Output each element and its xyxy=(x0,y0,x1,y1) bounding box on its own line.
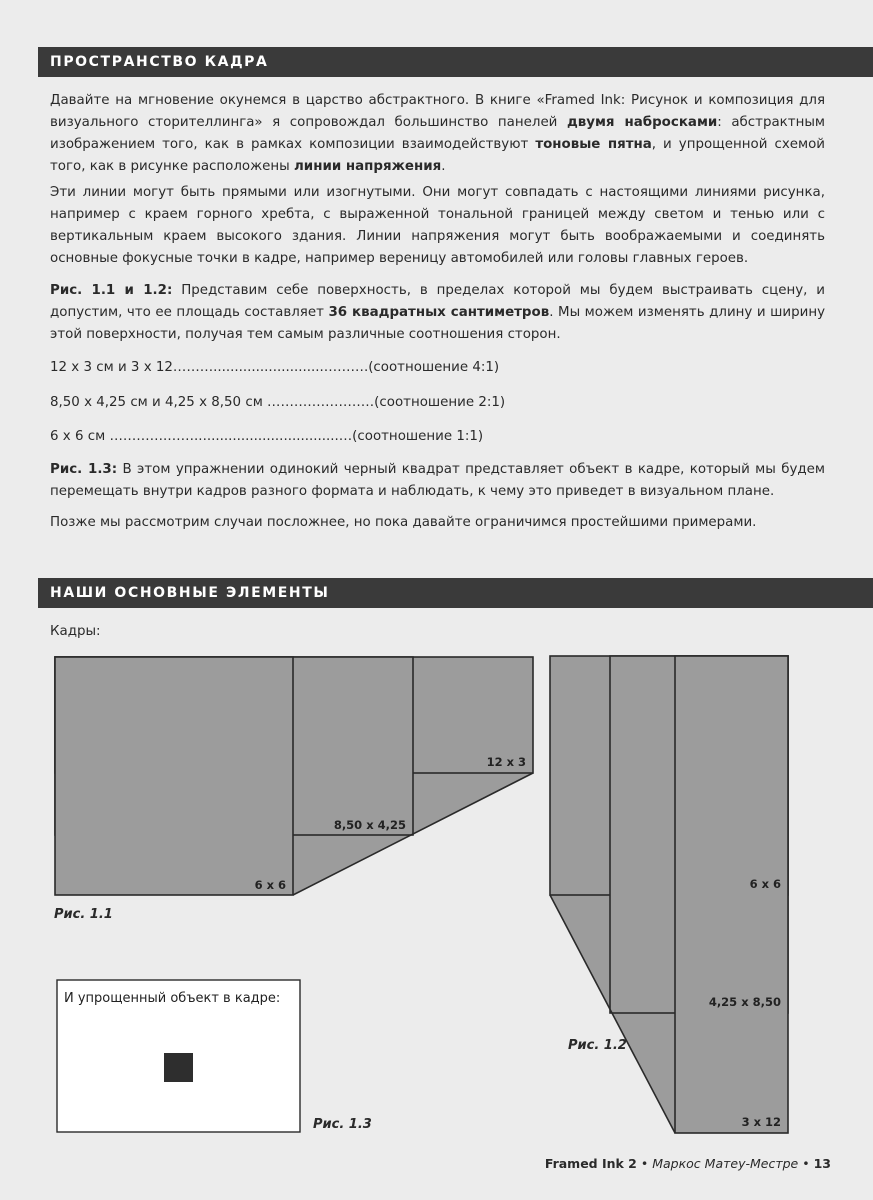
bold-run: линии напряжения xyxy=(294,159,442,174)
ratio-line-1-1: 6 x 6 см ………….……..................................…(соотношение 1:1) xyxy=(50,429,484,444)
label-6x6: 6 x 6 xyxy=(749,877,781,891)
figure-1-1 xyxy=(55,657,533,895)
bold-run: тоновые пятна xyxy=(535,137,652,152)
paragraph-later: Позже мы рассмотрим случаи посложнее, но пока давайте ограничимся простейшими примерами. xyxy=(50,515,757,530)
figure-1-3-title: И упрощенный объект в кадре: xyxy=(64,991,281,1006)
ratio-line-4-1: 12 x 3 см и 3 x 12………..........................……….(соотношение 4:1) xyxy=(50,360,500,375)
bold-run: Рис. 1.1 и 1.2: xyxy=(50,283,173,298)
page-footer xyxy=(545,1156,831,1171)
page-number: 13 xyxy=(813,1156,831,1171)
caption-fig-1-3: Рис. 1.3 xyxy=(313,1117,372,1132)
label-6x6: 6 x 6 xyxy=(254,878,286,892)
bold-run: 36 квадратных сантиметров xyxy=(328,305,550,320)
label-4-25x8-50: 4,25 x 8,50 xyxy=(708,995,781,1009)
ratio-line-2-1: 8,50 x 4,25 см и 4,25 x 8,50 см ……………………(соотношение 2:1) xyxy=(50,395,506,410)
frame-3x12 xyxy=(675,656,788,1133)
label-8-50x4-25: 8,50 x 4,25 xyxy=(333,818,406,832)
bold-run: Рис. 1.3: xyxy=(50,462,118,477)
footer-author: Маркос Матеу-Местре xyxy=(652,1156,799,1171)
text-run: . xyxy=(441,159,446,174)
figure-1-2 xyxy=(550,656,788,1133)
footer-separator: • xyxy=(802,1156,810,1171)
footer-book-title: Framed Ink 2 xyxy=(544,1156,637,1171)
frame-6x6 xyxy=(55,657,293,895)
bold-run: двумя набросками xyxy=(566,115,718,130)
text-run: , и упрощенной схемой того, как в рисунке расположены xyxy=(50,137,825,174)
black-square-object xyxy=(164,1053,193,1082)
caption-fig-1-1: Рис. 1.1 xyxy=(54,907,113,922)
text-run: Давайте на мгновение окунемся в царство абстрактного. В книге «Framed Ink: Рисунок и композиция для визуального сторителлинга» я сопровождал большинство панелей xyxy=(50,93,825,130)
label-3x12: 3 x 12 xyxy=(741,1115,781,1129)
text-run: В этом упражнении одинокий черный квадрат представляет объект в кадре, который мы будем перемещать внутри кадров разного формата и наблюдать, к чему это приведет в визуальном плане. xyxy=(50,462,825,499)
text-run: : абстрактным изображением того, как в рамках композиции взаимодействуют xyxy=(50,115,825,152)
section-title: ПРОСТРАНСТВО КАДРА xyxy=(50,54,269,70)
text-run: . Мы можем изменять длину и ширину этой поверхности, получая тем самым различные соотношения сторон. xyxy=(50,305,825,342)
footer-separator: • xyxy=(640,1156,649,1171)
frames-label: Кадры: xyxy=(50,624,101,639)
text-run: Представим себе поверхность, в пределах которой мы будем выстраивать сцену, и допустим, что ее площадь составляет xyxy=(50,283,826,320)
label-12x3: 12 x 3 xyxy=(486,755,526,769)
section-title: НАШИ ОСНОВНЫЕ ЭЛЕМЕНТЫ xyxy=(50,585,330,601)
paragraph-lines: Эти линии могут быть прямыми или изогнутыми. Они могут совпадать с настоящими линиями рисунка, например с краем горного хребта, с выраженной тональной границей между светом и тенью или с вертикальным краем высокого здания. Линии напряжения могут быть воображаемыми и соединять основные фокусные точки в кадре, например вереницу автомобилей или головы главных героев. xyxy=(50,185,825,266)
caption-fig-1-2: Рис. 1.2 xyxy=(568,1038,627,1053)
